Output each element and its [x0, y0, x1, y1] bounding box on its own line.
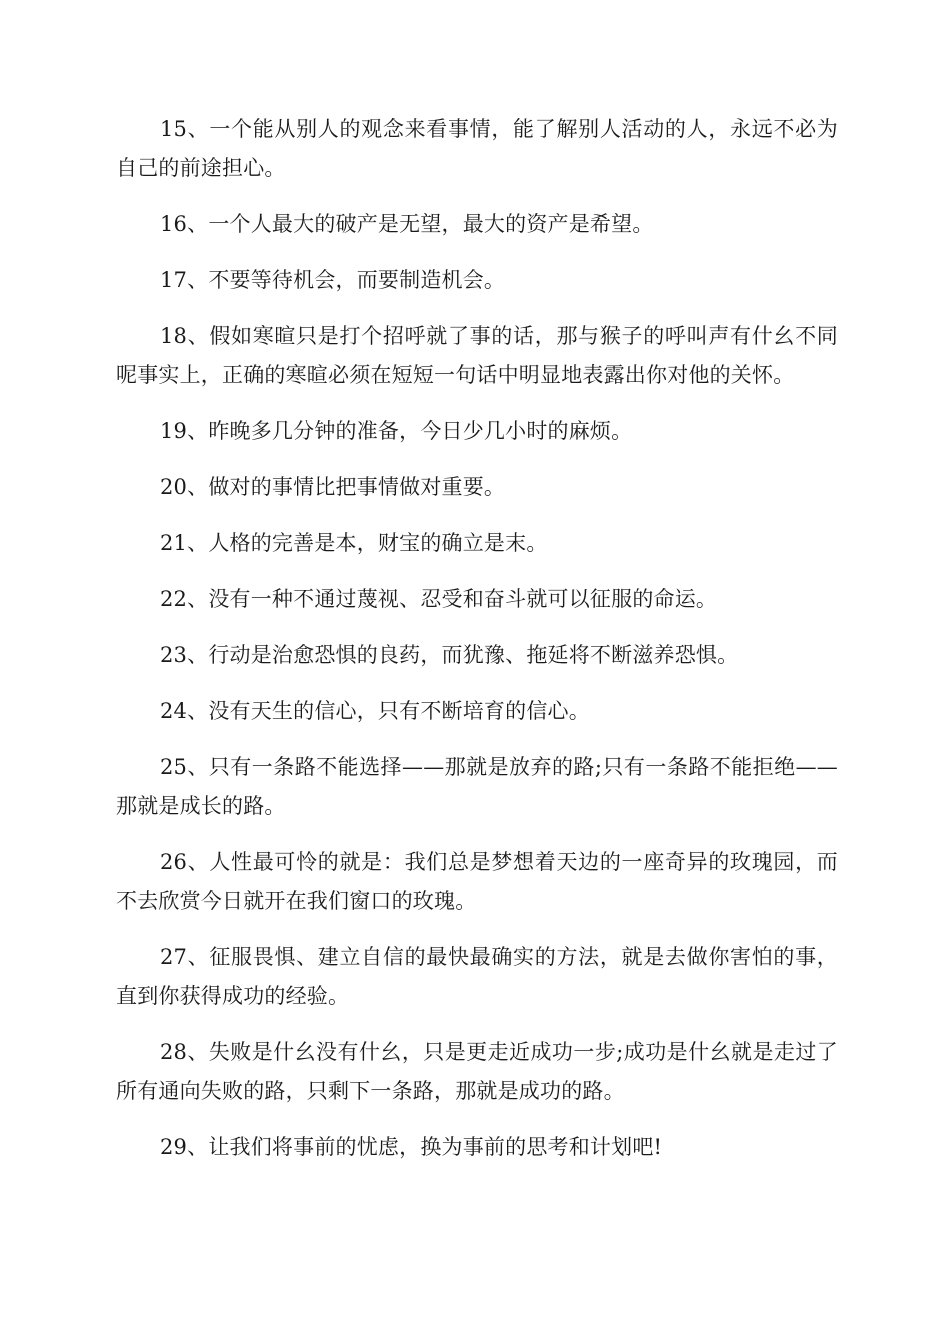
- quote-paragraph-24: 24、没有天生的信心，只有不断培育的信心。: [160, 699, 590, 723]
- quote-paragraph-28: 28、失败是什幺没有什幺，只是更走近成功一步;成功是什幺就是走过了所有通向失败的路，只剩下一条路，那就是成功的路。: [116, 1040, 838, 1103]
- quote-paragraph-27: 27、征服畏惧、建立自信的最快最确实的方法，就是去做你害怕的事，直到你获得成功的经验。: [116, 945, 838, 1008]
- quote-paragraph-15: 15、一个能从别人的观念来看事情，能了解别人活动的人，永远不必为自己的前途担心。: [116, 117, 838, 180]
- quote-paragraph-16: 16、一个人最大的破产是无望，最大的资产是希望。: [160, 212, 654, 236]
- quote-paragraph-19: 19、昨晚多几分钟的准备，今日少几小时的麻烦。: [160, 419, 633, 443]
- quote-paragraph-25: 25、只有一条路不能选择——那就是放弃的路;只有一条路不能拒绝——那就是成长的路。: [116, 755, 838, 818]
- quote-paragraph-22: 22、没有一种不通过蔑视、忍受和奋斗就可以征服的命运。: [160, 587, 718, 611]
- quote-paragraph-26: 26、人性最可怜的就是：我们总是梦想着天边的一座奇异的玫瑰园，而不去欣赏今日就开在我们窗口的玫瑰。: [116, 850, 838, 913]
- quote-paragraph-23: 23、行动是治愈恐惧的良药，而犹豫、拖延将不断滋养恐惧。: [160, 643, 739, 667]
- quote-paragraph-29: 29、让我们将事前的忧虑，换为事前的思考和计划吧!: [160, 1135, 663, 1159]
- quote-paragraph-17: 17、不要等待机会，而要制造机会。: [160, 268, 506, 292]
- document-body: [116, 110, 838, 1184]
- quote-paragraph-18: 18、假如寒暄只是打个招呼就了事的话，那与猴子的呼叫声有什幺不同呢事实上，正确的寒暄必须在短短一句话中明显地表露出你对他的关怀。: [116, 324, 838, 387]
- quote-paragraph-20: 20、做对的事情比把事情做对重要。: [160, 475, 506, 499]
- quote-paragraph-21: 21、人格的完善是本，财宝的确立是末。: [160, 531, 548, 555]
